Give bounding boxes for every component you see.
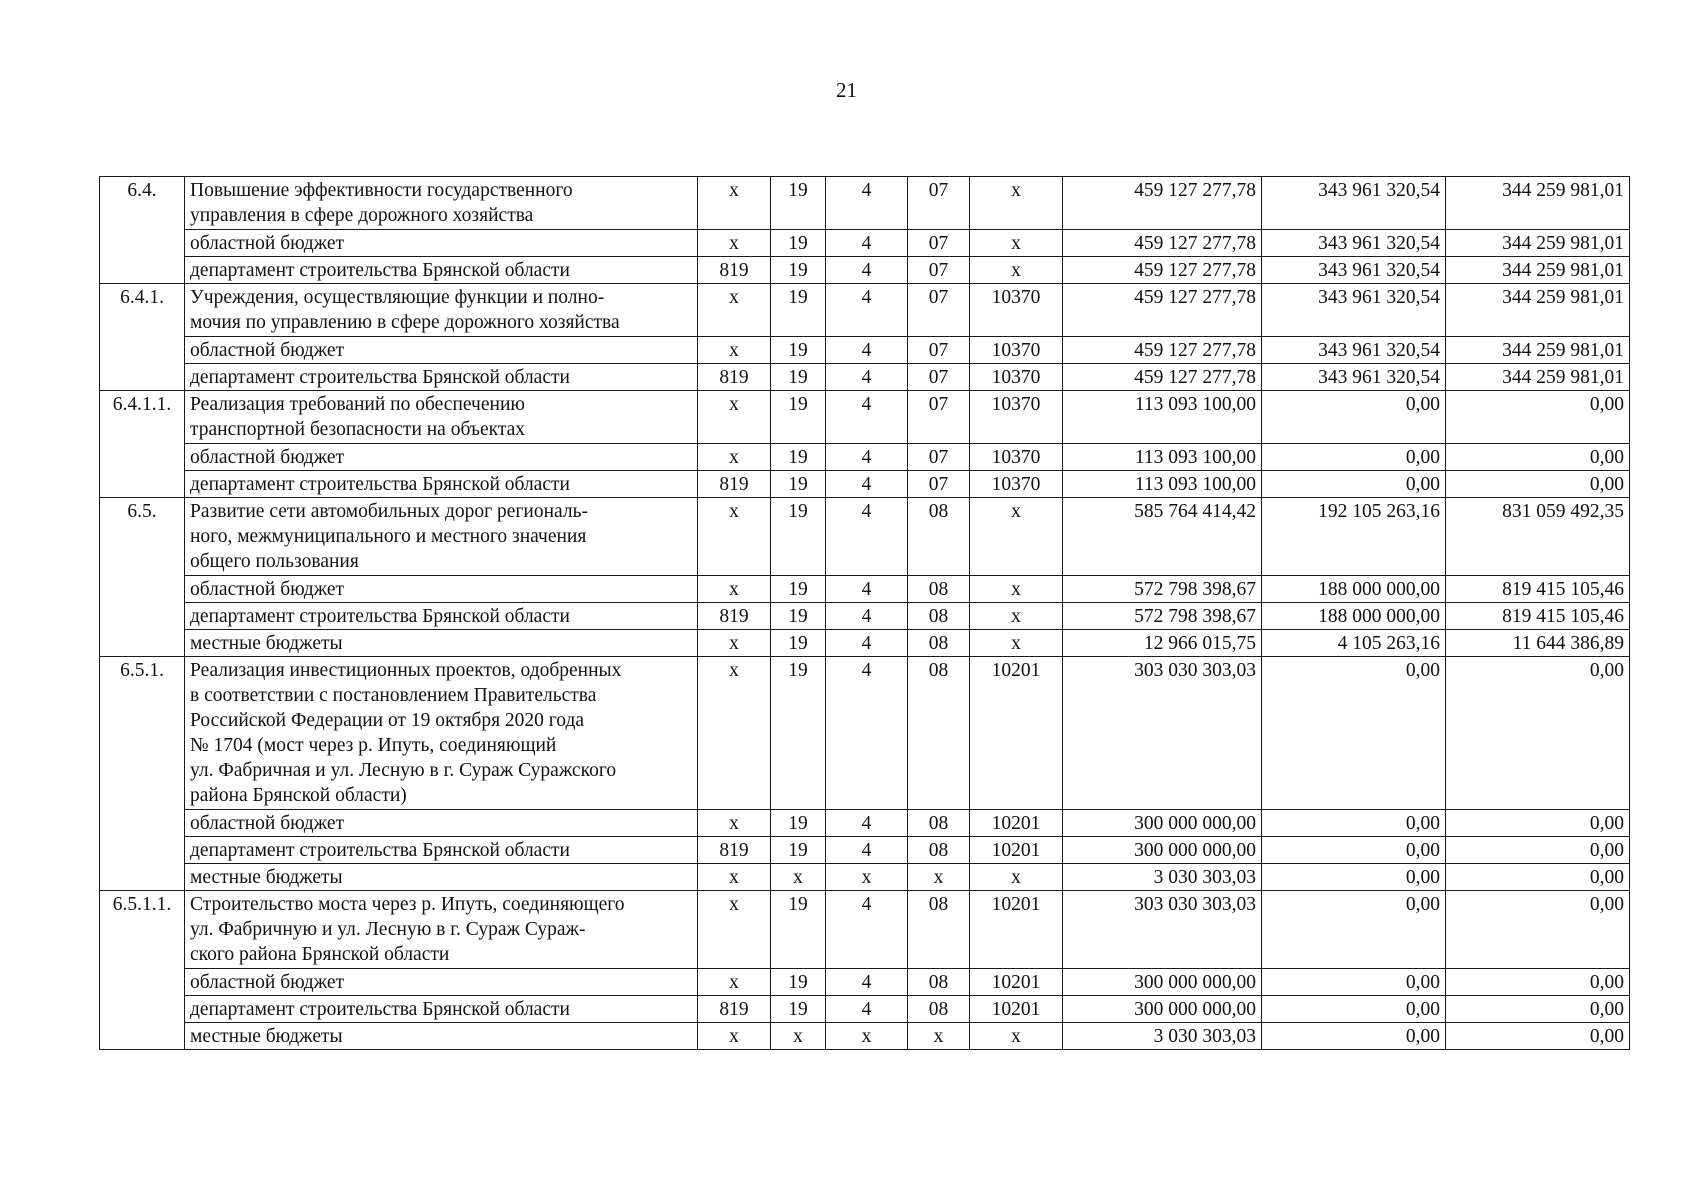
kbk-type-cell: 4 xyxy=(826,337,908,364)
description-line: Повышение эффективности государственного xyxy=(190,180,573,201)
description-line: в соответствии с постановлением Правительства xyxy=(190,685,597,706)
description-cell xyxy=(185,257,698,284)
kbk-direction-cell: х xyxy=(970,498,1063,576)
kbk-program-cell: х xyxy=(771,864,826,891)
amount-year1-cell: 459 127 277,78 xyxy=(1063,364,1262,391)
kbk-program-cell: 19 xyxy=(771,498,826,576)
kbk-program-cell: 19 xyxy=(771,230,826,257)
amount-year2-cell: 343 961 320,54 xyxy=(1262,364,1446,391)
description-cell xyxy=(185,864,698,891)
kbk-owner-cell: х xyxy=(698,337,771,364)
kbk-type-cell: 4 xyxy=(826,837,908,864)
description-line: Реализация инвестиционных проектов, одобренных xyxy=(190,660,622,681)
kbk-owner-cell: х xyxy=(698,391,771,444)
kbk-direction-cell: х xyxy=(970,1023,1063,1050)
amount-year3-cell: 0,00 xyxy=(1446,391,1630,444)
amount-year3-cell: 0,00 xyxy=(1446,996,1630,1023)
kbk-program-cell: 19 xyxy=(771,810,826,837)
description-cell xyxy=(185,177,698,230)
kbk-owner-cell: х xyxy=(698,891,771,969)
amount-year2-cell: 0,00 xyxy=(1262,837,1446,864)
description-cell xyxy=(185,996,698,1023)
amount-year2-cell: 0,00 xyxy=(1262,391,1446,444)
table-row xyxy=(100,444,1630,471)
item-number-cell: 6.4.1. xyxy=(100,284,185,391)
kbk-type-cell: 4 xyxy=(826,177,908,230)
table-row xyxy=(100,630,1630,657)
amount-year2-cell: 0,00 xyxy=(1262,996,1446,1023)
description-cell xyxy=(185,810,698,837)
amount-year2-cell: 0,00 xyxy=(1262,444,1446,471)
amount-year2-cell: 0,00 xyxy=(1262,657,1446,810)
description-line: ул. Фабричную и ул. Лесную в г. Сураж Сураж- xyxy=(190,919,586,940)
kbk-program-cell: 19 xyxy=(771,257,826,284)
description-cell xyxy=(185,657,698,810)
kbk-owner-cell: х xyxy=(698,864,771,891)
amount-year2-cell: 343 961 320,54 xyxy=(1262,337,1446,364)
kbk-program-cell: 19 xyxy=(771,391,826,444)
kbk-subprogram-cell: 07 xyxy=(908,364,970,391)
kbk-program-cell: 19 xyxy=(771,657,826,810)
description-cell xyxy=(185,1023,698,1050)
amount-year3-cell: 0,00 xyxy=(1446,891,1630,969)
description-line: № 1704 (мост через р. Ипуть, соединяющий xyxy=(190,735,557,756)
description-cell xyxy=(185,391,698,444)
kbk-subprogram-cell: 08 xyxy=(908,891,970,969)
amount-year3-cell: 0,00 xyxy=(1446,810,1630,837)
description-line: Учреждения, осуществляющие функции и полно- xyxy=(190,287,605,308)
description-line: мочия по управлению в сфере дорожного хозяйства xyxy=(190,312,620,333)
amount-year1-cell: 572 798 398,67 xyxy=(1063,603,1262,630)
kbk-direction-cell: 10201 xyxy=(970,657,1063,810)
table-row xyxy=(100,864,1630,891)
amount-year2-cell: 0,00 xyxy=(1262,891,1446,969)
amount-year1-cell: 113 093 100,00 xyxy=(1063,471,1262,498)
description-cell xyxy=(185,284,698,337)
kbk-program-cell: 19 xyxy=(771,603,826,630)
amount-year3-cell: 344 259 981,01 xyxy=(1446,364,1630,391)
kbk-subprogram-cell: 07 xyxy=(908,177,970,230)
kbk-direction-cell: х xyxy=(970,177,1063,230)
kbk-type-cell: 4 xyxy=(826,630,908,657)
kbk-owner-cell: х xyxy=(698,657,771,810)
kbk-owner-cell: 819 xyxy=(698,257,771,284)
amount-year3-cell: 0,00 xyxy=(1446,969,1630,996)
amount-year1-cell: 12 966 015,75 xyxy=(1063,630,1262,657)
amount-year3-cell: 0,00 xyxy=(1446,837,1630,864)
table-row xyxy=(100,230,1630,257)
description-cell xyxy=(185,498,698,576)
table-row xyxy=(100,603,1630,630)
kbk-direction-cell: 10370 xyxy=(970,284,1063,337)
kbk-subprogram-cell: х xyxy=(908,864,970,891)
amount-year2-cell: 0,00 xyxy=(1262,864,1446,891)
description-line: управления в сфере дорожного хозяйства xyxy=(190,205,534,226)
kbk-program-cell: 19 xyxy=(771,996,826,1023)
amount-year2-cell: 4 105 263,16 xyxy=(1262,630,1446,657)
kbk-type-cell: 4 xyxy=(826,257,908,284)
amount-year3-cell: 11 644 386,89 xyxy=(1446,630,1630,657)
description-line: ного, межмуниципального и местного значения xyxy=(190,526,587,547)
kbk-subprogram-cell: 08 xyxy=(908,630,970,657)
kbk-type-cell: 4 xyxy=(826,498,908,576)
kbk-type-cell: 4 xyxy=(826,284,908,337)
kbk-direction-cell: х xyxy=(970,576,1063,603)
kbk-owner-cell: х xyxy=(698,969,771,996)
kbk-subprogram-cell: 08 xyxy=(908,996,970,1023)
amount-year1-cell: 3 030 303,03 xyxy=(1063,1023,1262,1050)
description-line: Строительство моста через р. Ипуть, соединяющего xyxy=(190,894,625,915)
description-line: областной бюджет xyxy=(190,340,345,361)
kbk-owner-cell: х xyxy=(698,284,771,337)
item-number-cell: 6.4.1.1. xyxy=(100,391,185,498)
description-line: ского района Брянской области xyxy=(190,944,450,965)
amount-year2-cell: 0,00 xyxy=(1262,1023,1446,1050)
kbk-owner-cell: х xyxy=(698,810,771,837)
amount-year2-cell: 343 961 320,54 xyxy=(1262,177,1446,230)
amount-year1-cell: 572 798 398,67 xyxy=(1063,576,1262,603)
kbk-program-cell: 19 xyxy=(771,364,826,391)
description-cell xyxy=(185,230,698,257)
table-row xyxy=(100,1023,1630,1050)
kbk-type-cell: 4 xyxy=(826,969,908,996)
kbk-direction-cell: х xyxy=(970,230,1063,257)
kbk-owner-cell: 819 xyxy=(698,996,771,1023)
table-row xyxy=(100,391,1630,444)
amount-year1-cell: 459 127 277,78 xyxy=(1063,177,1262,230)
kbk-type-cell: 4 xyxy=(826,810,908,837)
amount-year2-cell: 188 000 000,00 xyxy=(1262,603,1446,630)
item-number-cell: 6.5.1. xyxy=(100,657,185,891)
amount-year3-cell: 344 259 981,01 xyxy=(1446,257,1630,284)
kbk-program-cell: 19 xyxy=(771,630,826,657)
amount-year1-cell: 303 030 303,03 xyxy=(1063,657,1262,810)
description-cell xyxy=(185,337,698,364)
amount-year3-cell: 819 415 105,46 xyxy=(1446,576,1630,603)
amount-year1-cell: 459 127 277,78 xyxy=(1063,284,1262,337)
description-line: общего пользования xyxy=(190,551,359,572)
kbk-subprogram-cell: 08 xyxy=(908,657,970,810)
item-number-cell: 6.4. xyxy=(100,177,185,284)
kbk-program-cell: 19 xyxy=(771,576,826,603)
amount-year3-cell: 831 059 492,35 xyxy=(1446,498,1630,576)
kbk-direction-cell: х xyxy=(970,257,1063,284)
kbk-subprogram-cell: 07 xyxy=(908,471,970,498)
kbk-subprogram-cell: 07 xyxy=(908,284,970,337)
kbk-direction-cell: 10201 xyxy=(970,891,1063,969)
kbk-type-cell: 4 xyxy=(826,391,908,444)
kbk-direction-cell: 10370 xyxy=(970,444,1063,471)
kbk-direction-cell: 10370 xyxy=(970,391,1063,444)
description-line: департамент строительства Брянской области xyxy=(190,474,570,495)
table-row xyxy=(100,498,1630,576)
amount-year2-cell: 343 961 320,54 xyxy=(1262,230,1446,257)
kbk-type-cell: 4 xyxy=(826,364,908,391)
description-cell xyxy=(185,891,698,969)
description-line: ул. Фабричная и ул. Лесную в г. Сураж Суражского xyxy=(190,760,617,781)
kbk-direction-cell: х xyxy=(970,603,1063,630)
kbk-subprogram-cell: 08 xyxy=(908,810,970,837)
table-row xyxy=(100,576,1630,603)
kbk-type-cell: х xyxy=(826,1023,908,1050)
table-row xyxy=(100,364,1630,391)
kbk-program-cell: х xyxy=(771,1023,826,1050)
description-line: Реализация требований по обеспечению xyxy=(190,394,525,415)
kbk-type-cell: х xyxy=(826,864,908,891)
table-row xyxy=(100,257,1630,284)
amount-year1-cell: 3 030 303,03 xyxy=(1063,864,1262,891)
description-line: местные бюджеты xyxy=(190,633,343,654)
table-row xyxy=(100,337,1630,364)
description-line: департамент строительства Брянской области xyxy=(190,260,570,281)
amount-year1-cell: 300 000 000,00 xyxy=(1063,996,1262,1023)
description-cell xyxy=(185,576,698,603)
page-number: 21 xyxy=(836,78,857,102)
amount-year3-cell: 0,00 xyxy=(1446,1023,1630,1050)
description-line: областной бюджет xyxy=(190,233,345,254)
amount-year3-cell: 344 259 981,01 xyxy=(1446,230,1630,257)
kbk-type-cell: 4 xyxy=(826,603,908,630)
table-row xyxy=(100,969,1630,996)
amount-year3-cell: 344 259 981,01 xyxy=(1446,284,1630,337)
amount-year2-cell: 343 961 320,54 xyxy=(1262,284,1446,337)
amount-year3-cell: 0,00 xyxy=(1446,444,1630,471)
kbk-subprogram-cell: 07 xyxy=(908,337,970,364)
kbk-owner-cell: х xyxy=(698,498,771,576)
kbk-program-cell: 19 xyxy=(771,177,826,230)
amount-year3-cell: 0,00 xyxy=(1446,471,1630,498)
kbk-owner-cell: х xyxy=(698,444,771,471)
table-row xyxy=(100,284,1630,337)
kbk-owner-cell: х xyxy=(698,230,771,257)
table-row xyxy=(100,837,1630,864)
amount-year2-cell: 0,00 xyxy=(1262,810,1446,837)
kbk-direction-cell: 10370 xyxy=(970,471,1063,498)
kbk-program-cell: 19 xyxy=(771,337,826,364)
budget-table xyxy=(99,176,1630,1050)
kbk-owner-cell: х xyxy=(698,177,771,230)
item-number-cell: 6.5.1.1. xyxy=(100,891,185,1050)
kbk-type-cell: 4 xyxy=(826,657,908,810)
kbk-owner-cell: 819 xyxy=(698,364,771,391)
item-number-cell: 6.5. xyxy=(100,498,185,657)
description-line: областной бюджет xyxy=(190,447,345,468)
kbk-owner-cell: 819 xyxy=(698,603,771,630)
description-cell xyxy=(185,969,698,996)
kbk-type-cell: 4 xyxy=(826,230,908,257)
description-line: департамент строительства Брянской области xyxy=(190,606,570,627)
description-line: транспортной безопасности на объектах xyxy=(190,419,526,440)
description-cell xyxy=(185,603,698,630)
amount-year1-cell: 459 127 277,78 xyxy=(1063,230,1262,257)
amount-year2-cell: 0,00 xyxy=(1262,969,1446,996)
description-line: областной бюджет xyxy=(190,972,345,993)
kbk-subprogram-cell: 08 xyxy=(908,837,970,864)
amount-year1-cell: 303 030 303,03 xyxy=(1063,891,1262,969)
amount-year3-cell: 0,00 xyxy=(1446,657,1630,810)
kbk-type-cell: 4 xyxy=(826,471,908,498)
kbk-type-cell: 4 xyxy=(826,891,908,969)
amount-year1-cell: 113 093 100,00 xyxy=(1063,444,1262,471)
amount-year1-cell: 300 000 000,00 xyxy=(1063,810,1262,837)
table-row xyxy=(100,891,1630,969)
description-line: района Брянской области) xyxy=(190,785,407,806)
kbk-program-cell: 19 xyxy=(771,444,826,471)
kbk-type-cell: 4 xyxy=(826,444,908,471)
kbk-direction-cell: 10370 xyxy=(970,337,1063,364)
amount-year3-cell: 819 415 105,46 xyxy=(1446,603,1630,630)
amount-year3-cell: 344 259 981,01 xyxy=(1446,177,1630,230)
kbk-owner-cell: х xyxy=(698,576,771,603)
kbk-subprogram-cell: 07 xyxy=(908,257,970,284)
description-cell xyxy=(185,364,698,391)
description-line: департамент строительства Брянской области xyxy=(190,840,570,861)
kbk-subprogram-cell: 08 xyxy=(908,603,970,630)
amount-year2-cell: 188 000 000,00 xyxy=(1262,576,1446,603)
kbk-direction-cell: 10201 xyxy=(970,969,1063,996)
description-line: Развитие сети автомобильных дорог региональ- xyxy=(190,501,588,522)
description-line: местные бюджеты xyxy=(190,867,343,888)
kbk-subprogram-cell: 07 xyxy=(908,391,970,444)
description-cell xyxy=(185,471,698,498)
kbk-subprogram-cell: 07 xyxy=(908,444,970,471)
kbk-program-cell: 19 xyxy=(771,284,826,337)
kbk-direction-cell: 10370 xyxy=(970,364,1063,391)
table-row xyxy=(100,471,1630,498)
kbk-direction-cell: 10201 xyxy=(970,810,1063,837)
kbk-program-cell: 19 xyxy=(771,837,826,864)
kbk-program-cell: 19 xyxy=(771,969,826,996)
amount-year1-cell: 459 127 277,78 xyxy=(1063,257,1262,284)
amount-year1-cell: 459 127 277,78 xyxy=(1063,337,1262,364)
amount-year1-cell: 585 764 414,42 xyxy=(1063,498,1262,576)
kbk-subprogram-cell: х xyxy=(908,1023,970,1050)
table-row xyxy=(100,657,1630,810)
amount-year1-cell: 300 000 000,00 xyxy=(1063,969,1262,996)
kbk-owner-cell: 819 xyxy=(698,471,771,498)
kbk-direction-cell: х xyxy=(970,864,1063,891)
description-line: Российской Федерации от 19 октября 2020 года xyxy=(190,710,585,731)
kbk-subprogram-cell: 08 xyxy=(908,498,970,576)
kbk-subprogram-cell: 08 xyxy=(908,969,970,996)
kbk-owner-cell: х xyxy=(698,1023,771,1050)
kbk-type-cell: 4 xyxy=(826,996,908,1023)
description-line: департамент строительства Брянской области xyxy=(190,367,570,388)
description-line: департамент строительства Брянской области xyxy=(190,999,570,1020)
kbk-type-cell: 4 xyxy=(826,576,908,603)
amount-year2-cell: 343 961 320,54 xyxy=(1262,257,1446,284)
amount-year1-cell: 113 093 100,00 xyxy=(1063,391,1262,444)
kbk-direction-cell: 10201 xyxy=(970,837,1063,864)
description-line: местные бюджеты xyxy=(190,1026,343,1047)
description-cell xyxy=(185,444,698,471)
description-cell xyxy=(185,630,698,657)
table-row xyxy=(100,810,1630,837)
kbk-subprogram-cell: 08 xyxy=(908,576,970,603)
description-line: областной бюджет xyxy=(190,813,345,834)
amount-year1-cell: 300 000 000,00 xyxy=(1063,837,1262,864)
kbk-subprogram-cell: 07 xyxy=(908,230,970,257)
amount-year3-cell: 0,00 xyxy=(1446,864,1630,891)
kbk-direction-cell: х xyxy=(970,630,1063,657)
description-cell xyxy=(185,837,698,864)
amount-year2-cell: 0,00 xyxy=(1262,471,1446,498)
description-line: областной бюджет xyxy=(190,579,345,600)
table-row xyxy=(100,996,1630,1023)
kbk-owner-cell: х xyxy=(698,630,771,657)
table-row xyxy=(100,177,1630,230)
kbk-owner-cell: 819 xyxy=(698,837,771,864)
amount-year2-cell: 192 105 263,16 xyxy=(1262,498,1446,576)
amount-year3-cell: 344 259 981,01 xyxy=(1446,337,1630,364)
kbk-program-cell: 19 xyxy=(771,471,826,498)
kbk-direction-cell: 10201 xyxy=(970,996,1063,1023)
kbk-program-cell: 19 xyxy=(771,891,826,969)
